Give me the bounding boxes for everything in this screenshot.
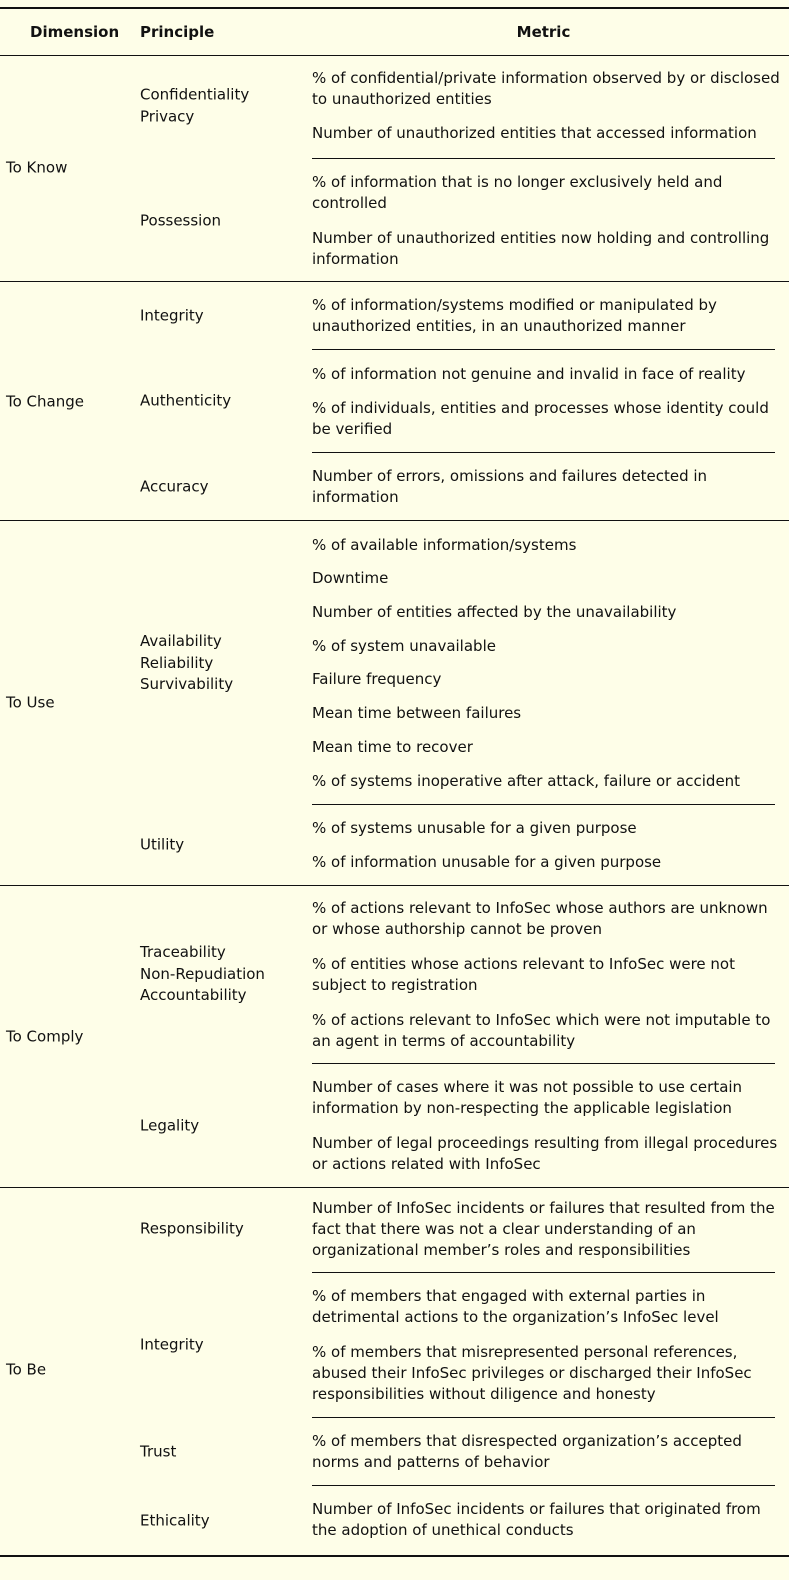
principle-cell: Responsibility (140, 1219, 244, 1238)
dimension-cell: To Be (6, 1360, 47, 1379)
metric-cell: Number of cases where it was not possible to use certain information by non-respecting the applicable legislation (312, 1078, 743, 1117)
group-separator (0, 885, 789, 886)
metric-cell: Number of errors, omissions and failures detected in information (312, 467, 708, 506)
metric-cell: % of information that is no longer exclusively held and controlled (312, 173, 723, 212)
metric-cell: % of entities whose actions relevant to InfoSec were not subject to registration (312, 955, 735, 994)
metric-cell: % of actions relevant to InfoSec which were not imputable to an agent in terms of accountability (312, 1011, 771, 1050)
principle-cell: Integrity (140, 1335, 204, 1354)
principle-separator (312, 1063, 775, 1064)
principle-separator (312, 1417, 775, 1418)
metric-cell: % of members that misrepresented personal references, abused their InfoSec privileges or discharged their InfoSec responsibilities without diligence and honesty (312, 1343, 752, 1403)
metric-cell: % of members that engaged with external parties in detrimental actions to the organization’s InfoSec level (312, 1287, 719, 1326)
principle-cell: Authenticity (140, 391, 232, 410)
metric-cell: Number of legal proceedings resulting from illegal procedures or actions related with InfoSec (312, 1134, 778, 1173)
table-bottom-rule (0, 1555, 789, 1557)
principle-cell: Availability Reliability Survivability (140, 631, 234, 693)
metric-cell: Number of InfoSec incidents or failures that resulted from the fact that there was not a clear understanding of an organizational member’s roles and responsibilities (312, 1199, 775, 1259)
header-principle: Principle (140, 23, 215, 41)
principle-cell: Confidentiality Privacy (140, 85, 250, 125)
table-top-rule (0, 7, 789, 9)
principle-separator (312, 452, 775, 453)
metric-cell: Failure frequency (312, 670, 442, 688)
metric-cell: Mean time between failures (312, 704, 522, 722)
principle-cell: Utility (140, 835, 185, 854)
group-separator (0, 281, 789, 282)
principle-separator (312, 804, 775, 805)
metric-cell: % of information not genuine and invalid in face of reality (312, 365, 746, 383)
header-dimension: Dimension (30, 23, 120, 41)
metric-cell: % of systems unusable for a given purpose (312, 819, 637, 837)
metric-cell: % of systems inoperative after attack, failure or accident (312, 772, 741, 790)
dimension-cell: To Change (6, 392, 84, 411)
principle-cell: Integrity (140, 306, 204, 325)
metric-cell: % of information/systems modified or manipulated by unauthorized entities, in an unauthorized manner (312, 296, 717, 335)
dimension-cell: To Know (6, 158, 68, 177)
principle-separator (312, 1272, 775, 1273)
principle-cell: Ethicality (140, 1511, 210, 1530)
dimension-cell: To Use (6, 693, 55, 712)
metric-cell: Number of InfoSec incidents or failures that originated from the adoption of unethical conducts (312, 1500, 761, 1539)
group-separator (0, 520, 789, 521)
metric-cell: % of actions relevant to InfoSec whose authors are unknown or whose authorship cannot be proven (312, 899, 768, 938)
principle-cell: Traceability Non-Repudiation Accountability (140, 942, 265, 1004)
metric-cell: Mean time to recover (312, 738, 473, 756)
header-metric: Metric (516, 23, 571, 41)
principle-cell: Possession (140, 211, 222, 230)
metric-cell: % of individuals, entities and processes whose identity could be verified (312, 399, 769, 438)
metric-cell: % of system unavailable (312, 637, 496, 655)
metric-cell: % of confidential/private information observed by or disclosed to unauthorized entities (312, 69, 780, 108)
principle-cell: Trust (140, 1442, 177, 1461)
dimension-cell: To Comply (6, 1027, 84, 1046)
metric-cell: % of available information/systems (312, 536, 577, 554)
metric-cell: % of members that disrespected organization’s accepted norms and patterns of behavior (312, 1432, 742, 1471)
group-separator (0, 1187, 789, 1188)
header-rule (0, 55, 789, 56)
metric-cell: Number of unauthorized entities that accessed information (312, 124, 757, 142)
metric-cell: Downtime (312, 569, 389, 587)
principle-cell: Legality (140, 1116, 200, 1135)
metric-cell: % of information unusable for a given purpose (312, 853, 662, 871)
principle-separator (312, 1485, 775, 1486)
principle-separator (312, 349, 775, 350)
metric-cell: Number of unauthorized entities now holding and controlling information (312, 229, 770, 268)
principle-separator (312, 158, 775, 159)
principle-cell: Accuracy (140, 477, 209, 496)
metric-cell: Number of entities affected by the unavailability (312, 603, 677, 621)
